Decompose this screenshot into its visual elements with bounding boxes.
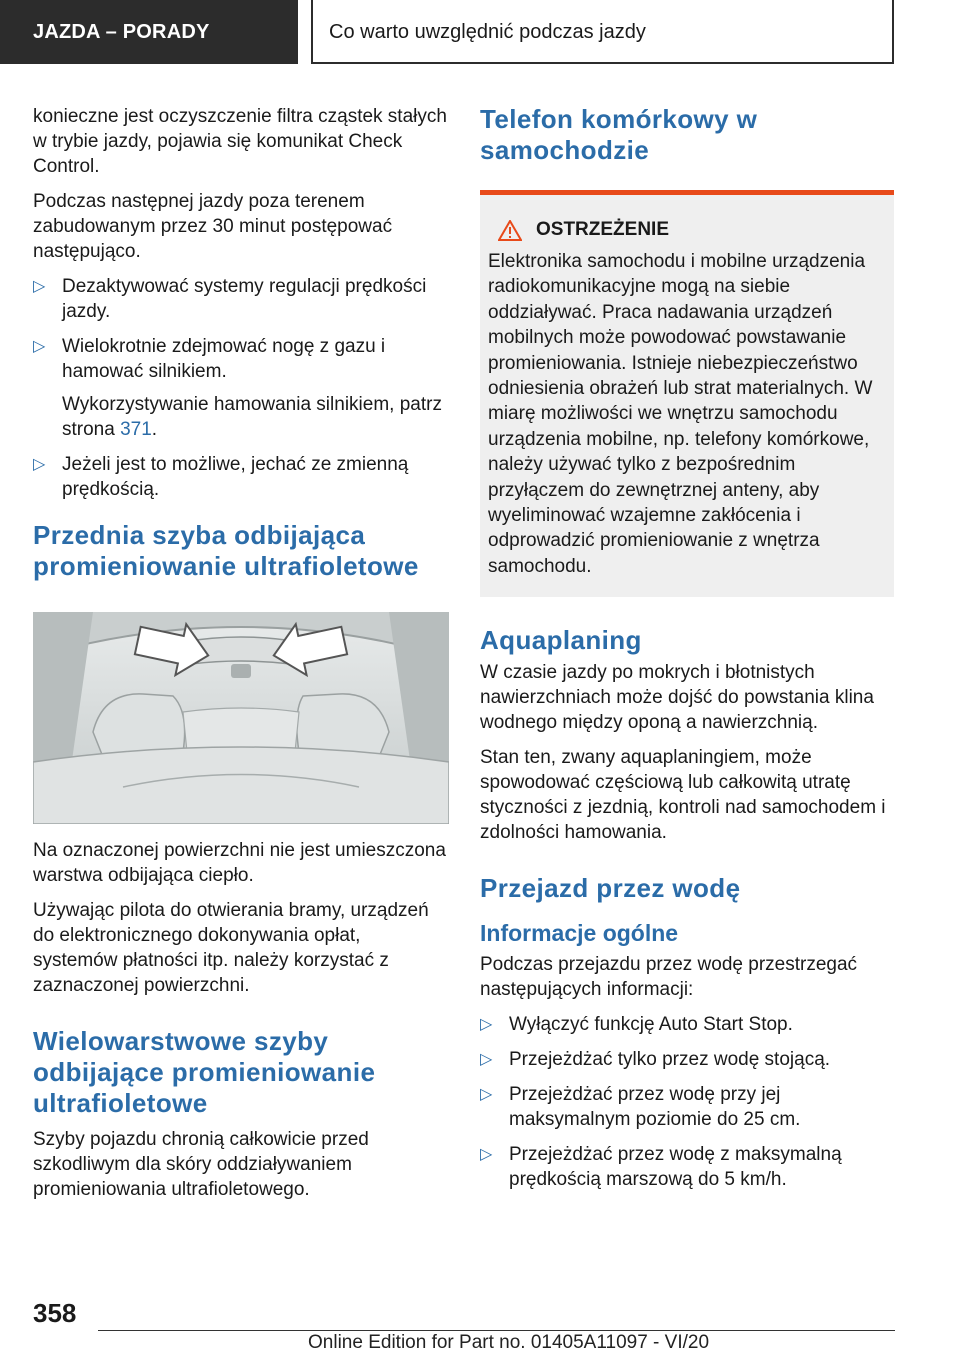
list-item: ▷ Dezaktywować systemy regulacji prędkości jazdy. <box>33 276 427 322</box>
warning-body: Elektronika samochodu i mobilne urządzenia radiokomunikacyjne mogą na siebie oddziaływać. Praca nadawania urządzeń mobilnych może powodować powstawanie promieniowania. Istnieje niebezpieczeństwo odniesienia obrażeń lub strat materialnych. W miarę możliwości we wnętrzu samochodu urządzenia mobilne, np. telefony komórkowe, należy używać tylko z bezpośrednim przyłączem do zewnętrznej anteny, aby wyeliminować wzajemne zakłócenia i odprowadzić promieniowanie z wnętrza samochodu. <box>488 251 873 577</box>
triangle-bullet-icon: ▷ <box>480 1086 493 1104</box>
warning-title: OSTRZEŻENIE <box>536 219 670 240</box>
heading-multilayer: Wielowarstwowe szyby odbijające promieniowanie ultrafioletowe <box>33 1026 376 1118</box>
multilayer-paragraph: Szyby pojazdu chronią całkowicie przed szkodliwym dla skóry oddziaływaniem promieniowania ultrafioletowego. <box>33 1129 369 1200</box>
triangle-bullet-icon: ▷ <box>480 1051 493 1069</box>
warning-triangle-icon <box>498 220 522 241</box>
page-number: 358 <box>33 1298 77 1328</box>
triangle-bullet-icon: ▷ <box>33 278 46 295</box>
heading-aquaplaning: Aquaplaning <box>480 625 642 656</box>
warning-box <box>480 190 894 597</box>
section-title: JAZDA – PORADY <box>0 0 298 64</box>
aquaplaning-paragraph-2: Stan ten, zwany aquaplaningiem, może spowodować częściową lub całkowitą utratę styczności z jezdnią, kontroli nad samochodem i zdolności hamowania. <box>480 747 886 844</box>
water-list <box>480 1012 896 1192</box>
procedure-list <box>33 274 449 502</box>
footer-divider <box>98 1330 895 1331</box>
heading-windshield: Przednia szyba odbijająca promieniowanie ultrafioletowe <box>33 520 419 581</box>
footer-edition: Online Edition for Part no. 01405A11097 - VI/20 <box>308 1332 710 1353</box>
aquaplaning-paragraph-1: W czasie jazdy po mokrych i błotnistych nawierzchniach może dojść do powstania klina wodnego między oponą a nawierzchnią. <box>480 662 874 734</box>
right-column <box>480 104 896 1202</box>
list-item: ▷ Wielokrotnie zdejmować nogę z gazu i hamować silnikiem. Wykorzystywanie hamowania silnikiem, patrz strona 371. <box>33 334 449 442</box>
figure-caption-2: Używając pilota do otwierania bramy, urządzeń do elektronicznego dokonywania opłat, systemów płatności itp. należy korzystać z zaznaczonej powierzchni. <box>33 900 429 996</box>
heading-general: Informacje ogólne <box>480 920 679 947</box>
intro-paragraph-2: Podczas następnej jazdy poza terenem zabudowanym przez 30 minut postępować następująco. <box>33 191 393 262</box>
triangle-bullet-icon: ▷ <box>33 338 46 355</box>
list-item: ▷ Przejeżdżać przez wodę z maksymalną prędkością marszową do 5 km/h. <box>480 1144 842 1191</box>
heading-phone: Telefon komórkowy w samochodzie <box>480 104 758 165</box>
car-interior-illustration <box>33 612 449 824</box>
general-paragraph: Podczas przejazdu przez wodę przestrzegać następujących informacji: <box>480 954 858 1001</box>
windshield-figure <box>33 612 449 824</box>
chapter-title: Co warto uwzględnić podczas jazdy <box>311 0 894 64</box>
list-item: ▷ Wyłączyć funkcję Auto Start Stop. <box>480 1014 793 1036</box>
list-item: ▷ Przejeżdżać przez wodę przy jej maksymalnym poziomie do 25 cm. <box>480 1084 801 1131</box>
page-header <box>0 0 960 66</box>
left-column <box>33 104 449 1212</box>
heading-water: Przejazd przez wodę <box>480 873 741 904</box>
cross-reference: Wykorzystywanie hamowania silnikiem, patrz strona 371. <box>62 394 442 440</box>
figure-caption-1: Na oznaczonej powierzchni nie jest umieszczona warstwa odbijająca ciepło. <box>33 840 446 886</box>
triangle-bullet-icon: ▷ <box>33 456 46 473</box>
list-item: ▷ Jeżeli jest to możliwe, jechać ze zmienną prędkością. <box>33 454 409 500</box>
triangle-bullet-icon: ▷ <box>480 1016 493 1034</box>
list-item: ▷ Przejeżdżać tylko przez wodę stojącą. <box>480 1049 831 1071</box>
intro-paragraph-1: konieczne jest oczyszczenie filtra cząstek stałych w trybie jazdy, pojawia się komunikat Check Control. <box>33 106 447 177</box>
page-link-371[interactable]: 371 <box>120 419 152 440</box>
triangle-bullet-icon: ▷ <box>480 1146 493 1164</box>
